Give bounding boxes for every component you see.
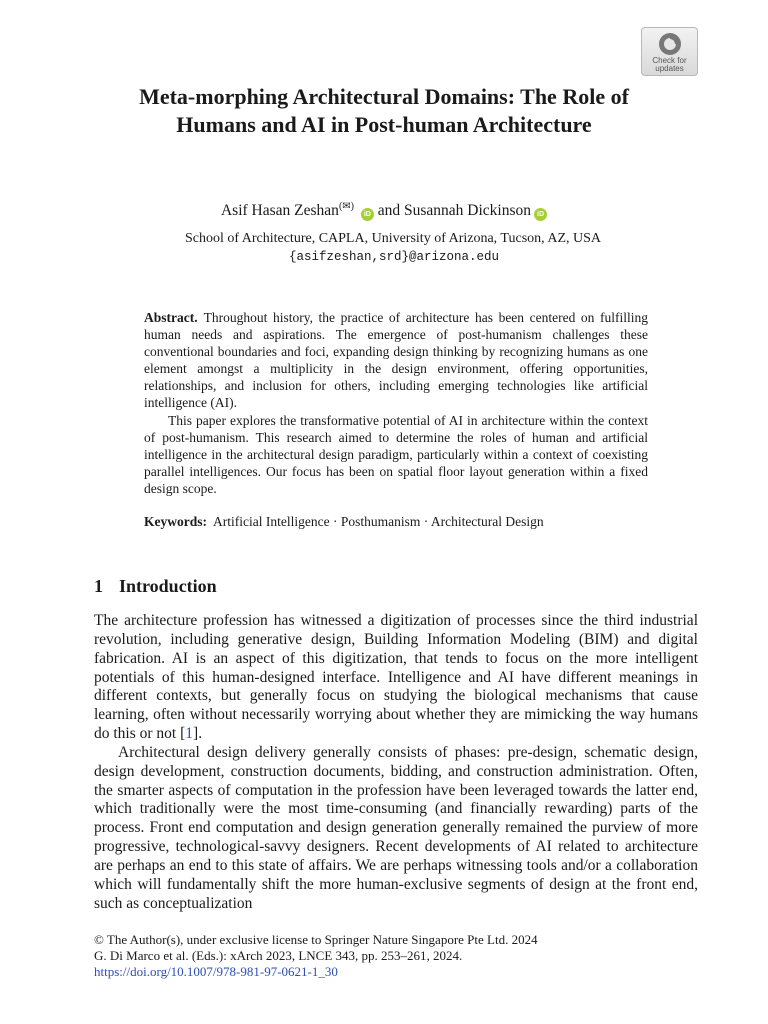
abstract bbox=[144, 309, 648, 497]
author-1-name: Asif Hasan Zeshan bbox=[220, 202, 339, 219]
section-title: Introduction bbox=[119, 576, 217, 596]
footer bbox=[94, 932, 714, 980]
section-heading bbox=[94, 574, 217, 598]
author-line bbox=[0, 197, 768, 221]
author-conjunction: and bbox=[377, 202, 401, 219]
body-paragraph-1 bbox=[94, 612, 698, 744]
corresponding-author-mark: (✉) bbox=[338, 201, 354, 212]
section-number: 1 bbox=[94, 576, 103, 596]
keywords bbox=[144, 513, 648, 531]
orcid-icon[interactable]: iD bbox=[361, 208, 374, 221]
orcid-icon[interactable]: iD bbox=[534, 208, 547, 221]
doi-link[interactable]: https://doi.org/10.1007/978-981-97-0621-1_30 bbox=[94, 964, 338, 979]
body-text bbox=[94, 612, 698, 914]
keywords-text: Artificial Intelligence · Posthumanism · Architectural Design bbox=[213, 514, 544, 529]
check-updates-icon bbox=[657, 31, 683, 57]
affiliation: School of Architecture, CAPLA, University of Arizona, Tucson, AZ, USA bbox=[184, 231, 602, 246]
badge-line-2: updates bbox=[655, 64, 684, 73]
body-paragraph-1-end: ]. bbox=[193, 725, 203, 743]
citation-line: G. Di Marco et al. (Eds.): xArch 2023, LNCE 343, pp. 253–261, 2024. bbox=[94, 948, 463, 963]
keywords-label: Keywords: bbox=[144, 514, 207, 529]
author-2-name: Susannah Dickinson bbox=[404, 202, 532, 219]
paper-title: Meta-morphing Architectural Domains: The Role of Humans and AI in Post-human Architecture bbox=[139, 84, 629, 137]
check-for-updates-badge[interactable] bbox=[641, 27, 698, 76]
body-paragraph-1-text: The architecture profession has witnessed a digitization of processes since the third industrial revolution, including generative design, Building Information Modeling (BIM) and digital fabrication. AI is an aspect of this digitization, that tends to focus on the more intelligent potentials of this human-designed interface. Intelligence and AI have different meanings in different contexts, but generally focus on studying the biological mechanisms that cause learning, often without necessarily worrying about whether they are mimicking the way humans do this or not [ bbox=[94, 612, 698, 743]
abstract-paragraph-2: This paper explores the transformative potential of AI in architecture within the context of post-humanism. This research aimed to determine the roles of human and artificial intelligence in the architectural design paradigm, particularly within a context of coexisting parallel intelligences. Our focus has been on spatial floor layout generation within a fixed design scope. bbox=[144, 412, 648, 496]
citation-link[interactable]: 1 bbox=[185, 725, 194, 743]
author-email: {asifzeshan,srd}@arizona.edu bbox=[288, 250, 500, 264]
abstract-label: Abstract. bbox=[144, 310, 198, 325]
abstract-paragraph-1 bbox=[144, 309, 648, 412]
copyright-line: © The Author(s), under exclusive license to Springer Nature Singapore Pte Ltd. 2024 bbox=[94, 932, 538, 947]
badge-line-1: Check for bbox=[652, 56, 687, 65]
body-paragraph-2: Architectural design delivery generally consists of phases: pre-design, schematic design, design development, construction documents, bidding, and construction administration. Often, the smarter aspects of computation in the profession have been leveraged towards the latter end, which traditionally were the most time-consuming (and financially rewarding) parts of the process. Front end computation and design generation generally remained the purview of more progressive, technological-savvy designers. Recent developments of AI related to architecture are perhaps an end to this state of affairs. We are perhaps witnessing tools and/or a collaboration which will fundamentally shift the more human-exclusive segments of design at the front end, such as conceptualization bbox=[94, 743, 698, 912]
abstract-text-1: Throughout history, the practice of architecture has been centered on fulfilling human needs and aspirations. The emergence of post-humanism challenges these conventional boundaries and foci, expanding design thinking by recognizing humans as one element amongst a multiplicity in the design environment, offering opportunities, relationships, and inclusion for others, including emerging technologies like artificial intelligence (AI). bbox=[144, 310, 648, 411]
